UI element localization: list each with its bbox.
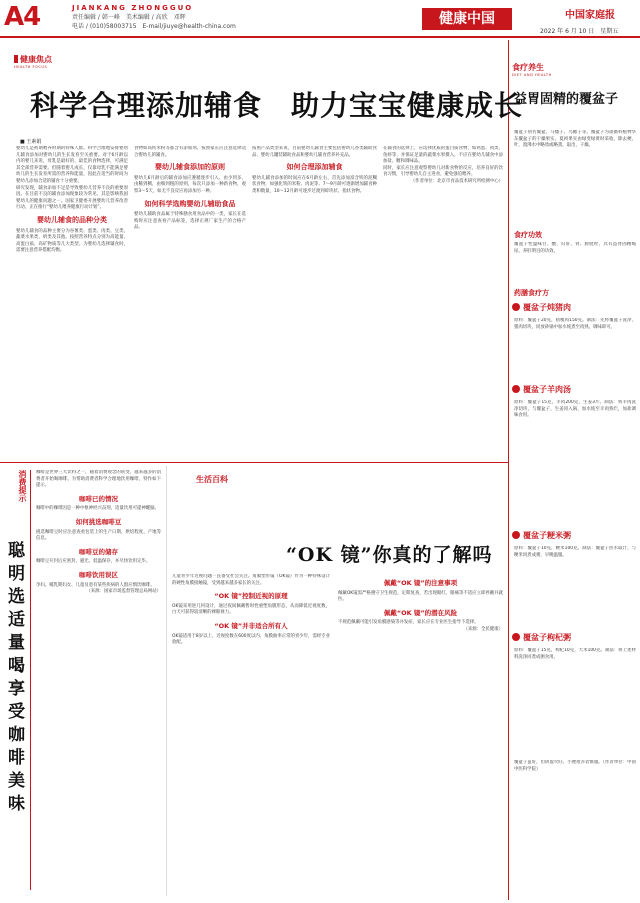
diet-tag — [512, 62, 552, 77]
bullet-icon — [512, 385, 520, 393]
subheading: 婴幼儿辅食的品种分类 — [37, 215, 107, 224]
coffee-side-title: 聪明选适量喝享受咖啡美味 — [8, 541, 25, 814]
dish-4 — [512, 632, 571, 646]
coffee-column — [36, 470, 161, 895]
subheading: 如何挑选咖啡豆 — [75, 517, 122, 526]
dish-title: 覆盆子炖猪肉 — [523, 303, 571, 312]
diet-tag-en: DIET AND HEALTH — [512, 73, 552, 77]
section-banner: 健康中国 — [422, 8, 512, 30]
ok-column-1 — [172, 574, 330, 894]
page-number: A4 — [4, 2, 41, 32]
diet-effect — [514, 242, 636, 282]
bullet-icon — [512, 531, 520, 539]
subheading: 咖啡饮用误区 — [79, 570, 118, 579]
bullet-icon — [512, 633, 520, 641]
coffee-divider — [30, 470, 31, 890]
paragraph: 覆盆子性温味甘、酸，归肝、肾、膀胱经，具有益肾固精缩尿、养肝明目的功效。 — [514, 242, 636, 254]
paragraph: 佩戴OK镜需严格遵守卫生规范，定期复查，若出现眼红、眼痛等不适应立即停戴并就医。 — [338, 590, 503, 603]
dish-3 — [512, 530, 571, 544]
paragraph: 婴幼儿是初期喂养时期的特殊人群。科学合理地安排婴幼儿辅食添加对婴幼儿的生长发育至关重要。对于6月龄以内的婴儿来说，母乳是最好的，最佳的食物选择，可满足其全部营养需要。但随着婴儿成长，仅靠母乳不能满足婴幼儿的生长发育所需的营养和能量，因此在适当的时间为婴幼儿添加合适的辅食十分重要。 — [16, 146, 128, 184]
editor-line: 责任编辑 / 韩一峰 美术编辑 / 高欣 邓辉 — [72, 14, 186, 21]
dish-1-text — [514, 318, 636, 378]
header-pinyin: JIANKANG ZHONGGUO — [72, 4, 194, 12]
paragraph: 原料：覆盆子15克，枸杞10克，大米100克。制法：将上述材料洗净同煮成粥食用。 — [514, 648, 636, 660]
paragraph: 覆盆子别名覆盆、马瘘子、乌藨子等。覆盆子为蔷薇科植物华东覆盆子的干燥果实。夏初果实由绿变绿黄时采收，除去梗、叶，置沸水中略烫或略蒸，取出，干燥。 — [514, 130, 636, 149]
ok-tag: 生活百科 — [196, 475, 228, 484]
paragraph: 食物如高铁米粉等都含有添加剂。按照家长应注意选择适合婴幼儿的辅食。 — [134, 146, 246, 158]
author-note: （作者单位：北京市食品技术研究所检测中心） — [410, 178, 503, 184]
paragraph: OK镜采用逆几何设计，通过夜间佩戴暂时性重塑角膜形态，从而降低近视度数，白天可获得较清晰的裸眼视力。 — [172, 603, 330, 616]
paragraph: 原料：覆盆子15克，羊肉200克，生姜3片。制法：将羊肉洗净切块，与覆盆子、生姜同入锅，加水炖至羊肉熟烂，加盐调味食用。 — [514, 400, 636, 419]
dish-title: 覆盆子粳米粥 — [523, 531, 571, 540]
paragraph: 原料：覆盆子20克，猪瘦肉150克。制法：先将覆盆子洗净，猪肉切块，同放砂锅中加水炖煮至肉熟，调味即可。 — [514, 318, 636, 330]
bullet-icon — [512, 303, 520, 311]
dish-2 — [512, 384, 571, 398]
paragraph: 按照产品类型来说，目前婴幼儿辅食主要包括婴幼儿谷类辅助食品、婴幼儿罐装辅助食品和婴幼儿辅食营养补充品。 — [252, 146, 377, 158]
column-rule — [166, 466, 167, 896]
dish-1 — [512, 302, 571, 316]
page-header — [0, 0, 640, 38]
header-rule — [0, 36, 640, 38]
paragraph: 咖啡豆开封后应密封、避光、低温保存，并尽快饮用完毕。 — [36, 559, 151, 565]
section-divider — [0, 462, 508, 463]
header-info — [72, 4, 236, 31]
feature-author: ■ 王素娟 — [20, 139, 42, 145]
subheading: “OK 镜”控制近视的原理 — [214, 592, 288, 601]
tag-marker-icon — [14, 55, 18, 63]
feature-column-1 — [16, 146, 128, 456]
ok-title: “OK 镜”你真的了解吗 — [286, 544, 493, 566]
subheading: 如何科学选购婴幼儿辅助食品 — [144, 199, 236, 208]
paragraph: 婴幼儿6月龄后的辅食添加应遵循逐步引入、由少到多、由稀到稠、由细到粗的原则，每次只添加一种新食物，观察3～5天，如无不良反应再添加另一种。 — [134, 175, 246, 194]
paragraph: 研究发现，辅食添加不足是导致婴幼儿营养不良的重要原因。在目前不良的辅食添加现象较为常见，其是影响我国婴幼儿的健康问题之一。国家卫健委开展婴幼儿营养改善行动，正在推行“婴幼儿喂养健康行动计划”。 — [16, 185, 128, 211]
diet-tag-label: 食疗养生 — [512, 63, 544, 72]
ok-column-2 — [338, 574, 503, 894]
feature-column-2 — [134, 146, 246, 456]
feature-tag — [14, 54, 52, 69]
paragraph: 婴幼儿辅助食品属于特殊膳食用食品中的一类，家长在选购时应注意查看产品标签，选择正规厂家生产的合格产品。 — [134, 212, 246, 231]
coffee-tag: 消费提示 — [18, 470, 27, 502]
feature-tag-en: HEALTH FOCUS — [14, 65, 48, 69]
feature-tag-label: 健康焦点 — [20, 55, 52, 64]
paragraph: OK镜适用于8岁以上、近视度数在600度以内、角膜曲率正常的青少年，需经专业验配。 — [172, 633, 330, 646]
diet-recipe-heading: 药膳食疗方 — [514, 289, 549, 297]
issue-date: 2022 年 6 月 10 日 星期五 — [540, 28, 619, 35]
phone-line: 电话 / (010)58003715 E-mail/jiuye@health-china.com — [72, 23, 236, 30]
paragraph: 咖啡中的咖啡因是一种中枢神经兴奋剂，适量饮用可提神醒脑。 — [36, 506, 159, 512]
paragraph: 婴幼儿辅食的品种主要分为谷薯类、蛋类、肉类、豆类、蔬菜水果类、奶类及其他。按照营养特点分别为高能量、高蛋白质、高矿物质等几大类型。为婴幼儿选择辅食时，需要注意营养搭配均衡。 — [16, 228, 128, 254]
subheading: 婴幼儿辅食添加的原则 — [155, 163, 225, 172]
paragraph: 不规范佩戴可能引发角膜感染等并发症，家长应在专业医生指导下选择。 — [338, 620, 479, 626]
dish-title: 覆盆子枸杞粥 — [523, 633, 571, 642]
newspaper-logo: 中国家庭报 — [565, 10, 615, 21]
subheading: 咖啡已的情况 — [79, 494, 118, 503]
subheading: 咖啡豆的储存 — [79, 547, 118, 556]
diet-title: 益胃固精的覆盆子 — [514, 92, 619, 107]
subheading: “OK 镜”并非适合所有人 — [214, 621, 288, 630]
source-note: （来源：国家市场监督管理总局网站） — [86, 589, 161, 595]
paragraph: 原料：覆盆子10克，粳米100克。制法：覆盆子煎水取汁，与粳米同煮成粥，早晚温服。 — [514, 546, 636, 558]
paragraph: 儿童青少年近视问题一直备受社会关注。角膜塑形镜（OK镜）作为一种特殊设计的硬性角膜接触镜，受到越来越多家长的关注。 — [172, 574, 330, 586]
column-divider — [508, 40, 509, 900]
paragraph: 覆盆子虽好，但阴虚火旺、小便短赤者慎服。（作者单位：中国中医科学院） — [514, 760, 636, 772]
diet-intro — [514, 130, 636, 220]
subheading: 佩戴“OK 镜”的潜在风险 — [383, 608, 458, 617]
feature-column-3 — [252, 146, 377, 456]
feature-column-4 — [383, 146, 503, 456]
paragraph: 孕妇、哺乳期妇女、儿童及患有某些疾病的人群应慎饮咖啡。 — [36, 582, 155, 588]
diet-footer — [514, 760, 636, 890]
paragraph: 在辅食的选择上，应选择优质的蛋白质食物，如鸡蛋、肉类、鱼虾等，并保证足量的蔬菜水果摄入，不应在婴幼儿辅食中添加盐、糖和调味品。 — [383, 146, 503, 165]
dish-2-text — [514, 400, 636, 510]
paragraph: 咖啡是世界三大饮料之一，随着消费观念的转变，越来越多的消费者开始喝咖啡。为帮助消费者科学合理地饮用咖啡，特作如下提示。 — [36, 470, 161, 489]
subheading: 如何合理添加辅食 — [286, 163, 343, 172]
dish-4-text — [514, 648, 636, 738]
dish-3-text — [514, 546, 636, 626]
paragraph: 同时，家长应注意观察婴幼儿对新食物的反应，培养良好的饮食习惯，引导婴幼儿自主进食，避免强迫喂养。 — [383, 165, 503, 178]
paragraph: 挑选咖啡豆时应注意查看包装上的生产日期、烘焙程度、产地等信息。 — [36, 529, 161, 542]
dish-title: 覆盆子羊肉汤 — [523, 385, 571, 394]
paragraph: 婴幼儿辅食添加的时间应在6月龄左右，首先添加富含铁的泥糊状食物，如强化铁的米粉、肉泥等。7～9月龄可逐渐增加辅食种类和数量，10～12月龄可逐步过渡到碎块状、指状食物。 — [252, 175, 377, 194]
source-note: （来源：全民健康） — [463, 626, 503, 632]
feature-headline: 科学合理添加辅食 助力宝宝健康成长 — [30, 89, 524, 122]
diet-effect-heading: 食疗功效 — [514, 231, 542, 239]
subheading: 佩戴“OK 镜”的注意事项 — [383, 579, 458, 587]
